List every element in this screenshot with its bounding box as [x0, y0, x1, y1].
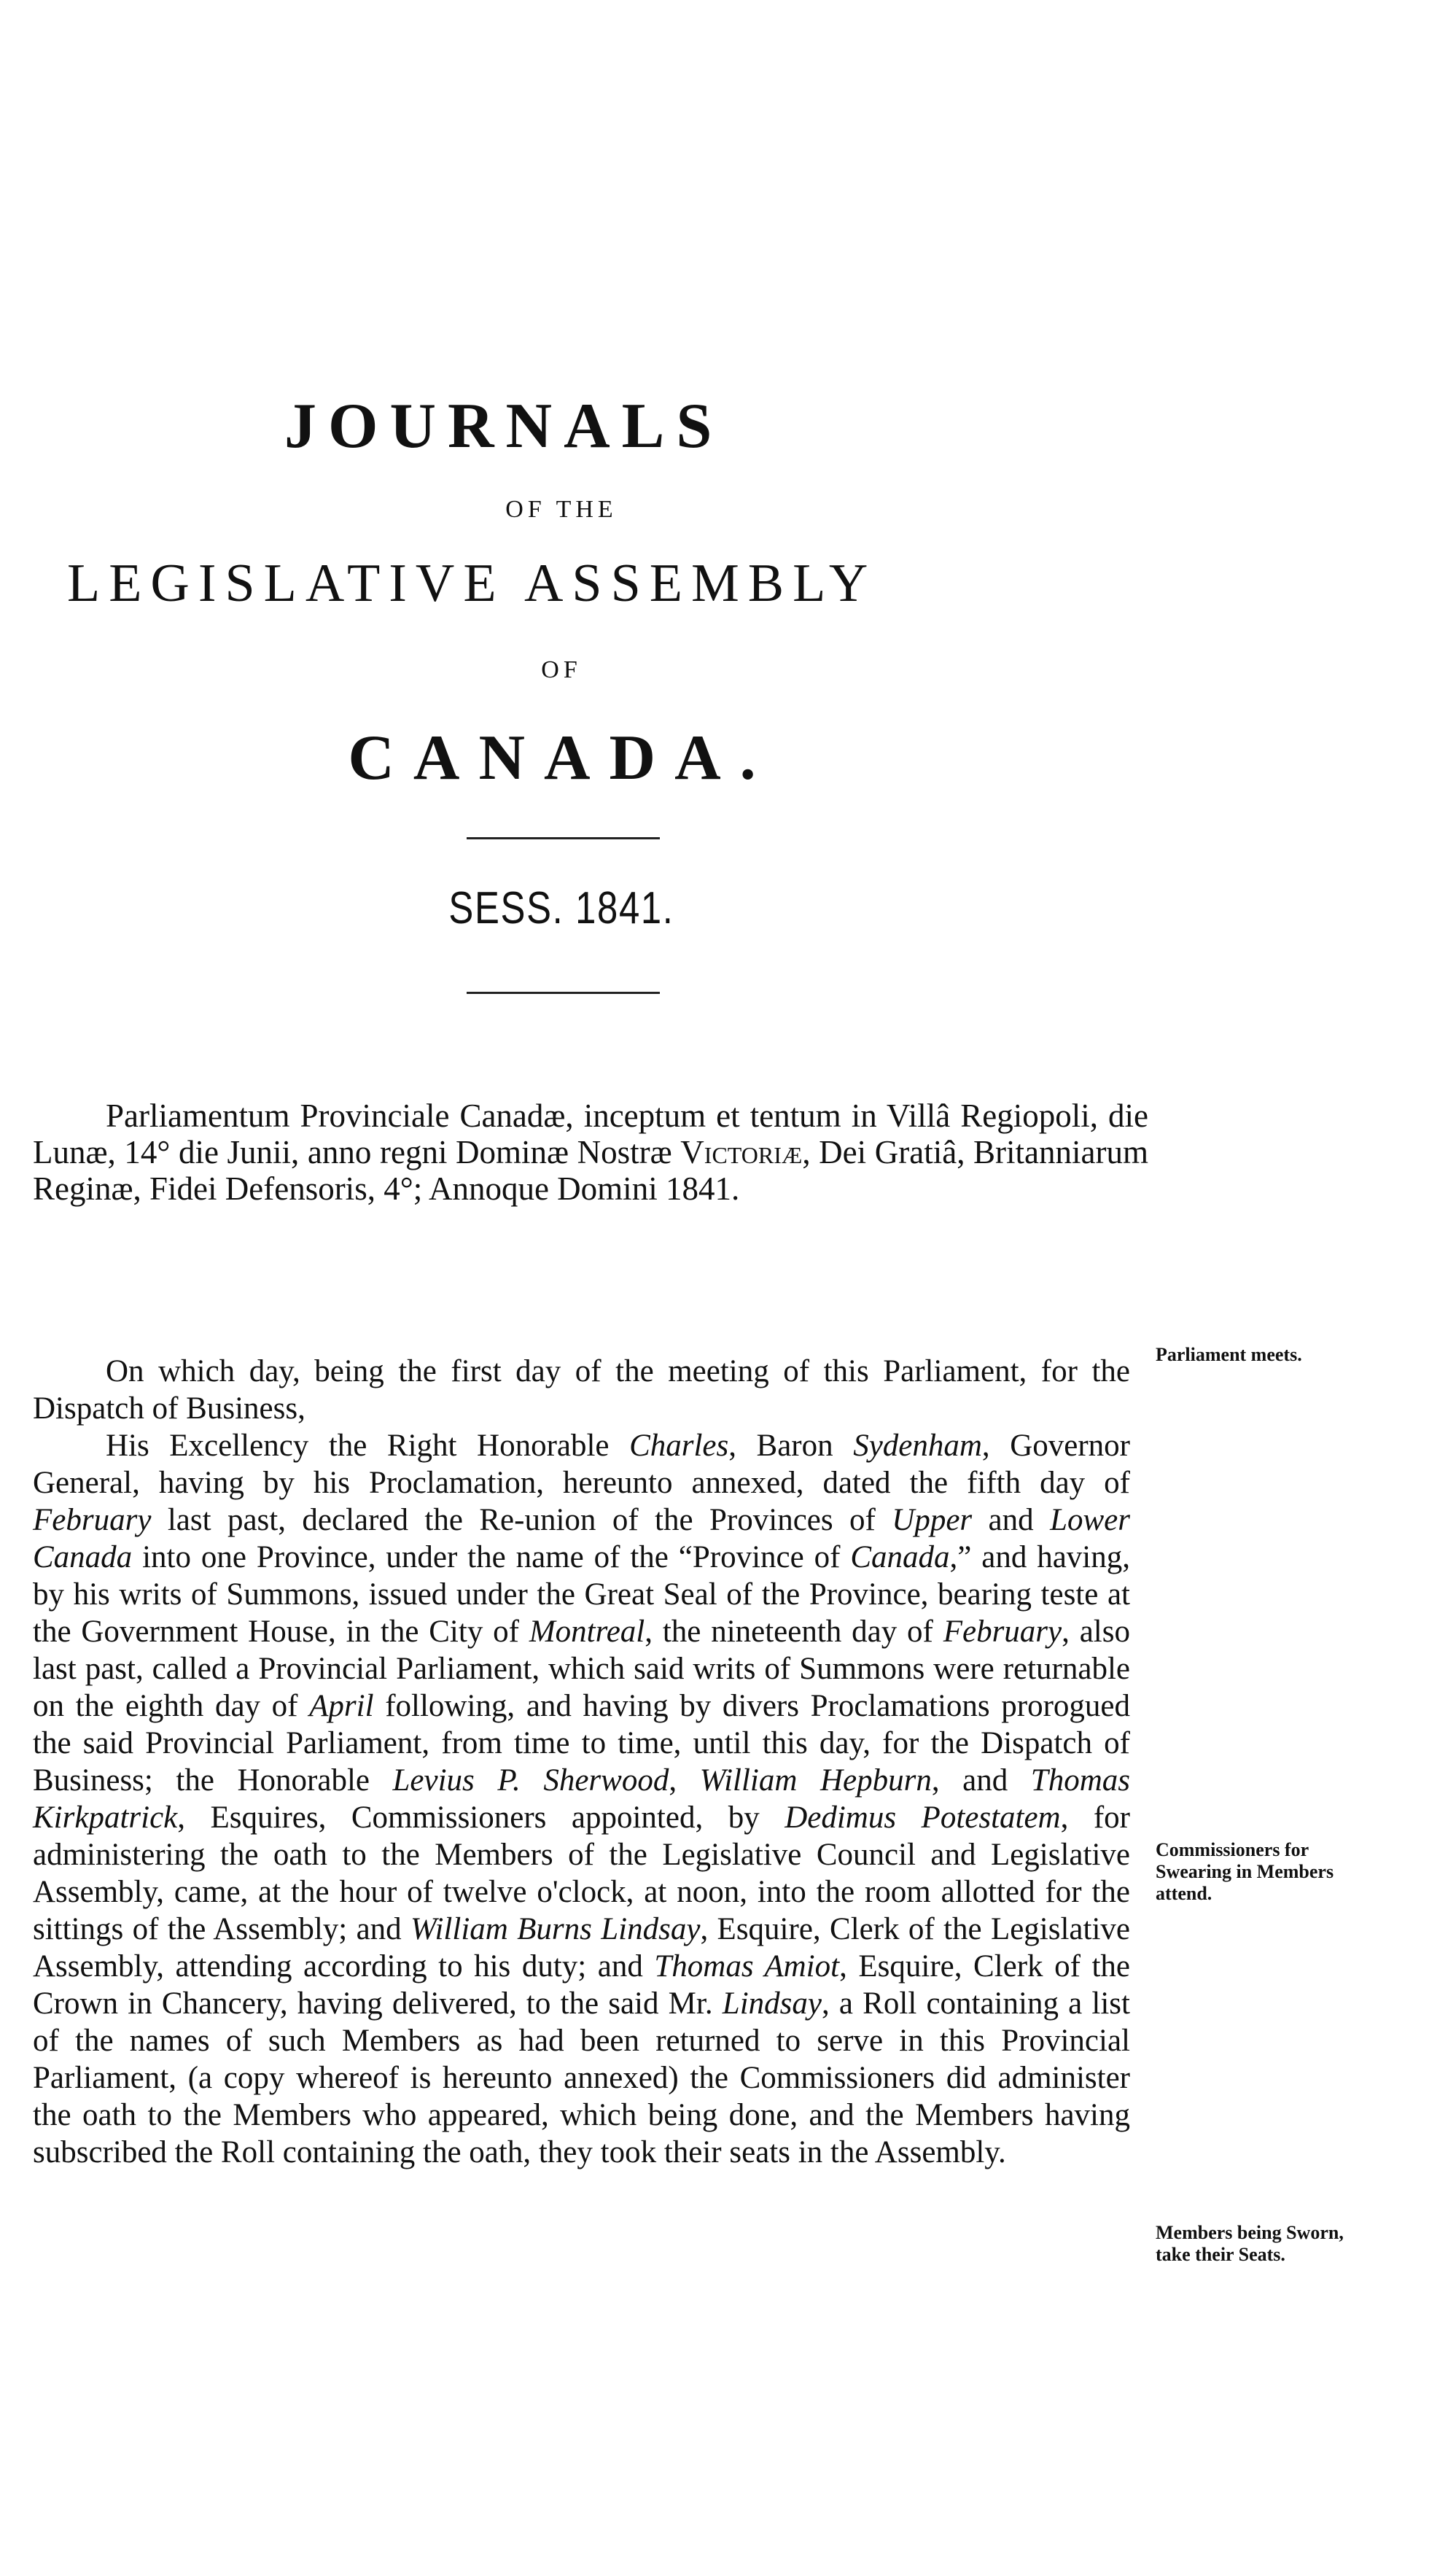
italic-name-run: Sydenham [853, 1429, 982, 1463]
journal-body [33, 1353, 1130, 2171]
latin-text-part-2: , Dei Gratiâ, Britanniarum Reginæ, Fidei Defensoris, 4°; Annoque Domini 1841. [33, 1134, 1148, 1207]
italic-name-run: Montreal [529, 1615, 645, 1649]
title-journals: JOURNALS [284, 391, 724, 462]
title-legislative-assembly: LEGISLATIVE ASSEMBLY [67, 553, 877, 613]
latin-text-part-1: Parliamentum Provinciale Canadæ, inceptum et tentum in Villâ Regiopoli, die Lunæ, 14° die Junii, anno regni Dominæ Nostræ [33, 1098, 1148, 1170]
text-run: , Baron [728, 1429, 854, 1463]
text-run: following, and having by divers Proclamations prorogued the said Provincial Parliament, from time to time, until this day, for the Dispatch of Business; the Honorable [33, 1689, 1130, 1798]
italic-name-run: Charles [629, 1429, 729, 1463]
italic-name-run: Dedimus Potestatem [785, 1800, 1061, 1835]
text-run: and [972, 1503, 1051, 1537]
italic-name-run: Levius P. Sherwood [392, 1763, 669, 1798]
title-of: OF [541, 656, 582, 683]
italic-name-run: Lindsay [722, 1986, 822, 2021]
italic-name-run: February [943, 1615, 1062, 1649]
divider-rule-bottom [467, 992, 660, 994]
sidenote-members-sworn: Members being Sworn, take their Seats. [1156, 2222, 1344, 2265]
divider-rule-top [467, 837, 660, 839]
text-run: , and [931, 1763, 1031, 1798]
text-run: into one Province, under the name of the “Province of [132, 1540, 851, 1574]
italic-name-run: Upper [892, 1503, 973, 1537]
body-paragraph-2 [33, 1427, 1130, 2171]
italic-name-run: William Hepburn [699, 1763, 932, 1798]
text-run: , Governor General, having by his Proclamation, hereunto annexed, dated the fifth day of [33, 1429, 1130, 1500]
italic-name-run: February [33, 1503, 152, 1537]
text-run: , a Roll containing a list of the names of such Members as had been returned to serve in this Provincial Parliament, (a copy whereof is hereunto annexed) the Commissioners did administer the oath to the Members who appeared, which being done, and the Members having subscribed the Roll containing the oath, they took their seats in the Assembly. [33, 1986, 1130, 2169]
italic-name-run: April [309, 1689, 374, 1723]
italic-name-run: William Burns Lindsay [410, 1912, 701, 1946]
text-run: , Esquires, Commissioners appointed, by [177, 1800, 785, 1835]
text-run: , for administering the oath to the Members of the Legislative Council and Legislative Assembly, came, at the hour of twelve o'clock, at noon, into the room allotted for the sittings of the Assembly; and [33, 1800, 1131, 1946]
sidenote-commissioners: Commissioners for Swearing in Members attend. [1156, 1839, 1334, 1904]
latin-victoriae: Victoriæ [680, 1134, 803, 1170]
text-run: ,” and having, by his writs of Summons, issued under the Great Seal of the Province, bearing teste at the Government House, in the City of [33, 1540, 1130, 1649]
italic-name-run: Canada [850, 1540, 950, 1574]
text-run: His Excellency the Right Honorable [106, 1429, 630, 1463]
title-of-the: OF THE [505, 496, 618, 523]
sidenote-parliament-meets: Parliament meets. [1156, 1344, 1302, 1365]
latin-preamble [33, 1098, 1148, 1207]
body-paragraph-1: On which day, being the first day of the meeting of this Parliament, for the Dispatch of Business, [33, 1354, 1130, 1426]
italic-name-run: Thomas Kirkpatrick [33, 1763, 1130, 1835]
italic-name-run: Lower Canada [33, 1503, 1130, 1574]
text-run: last past, declared the Re-union of the Provinces of [151, 1503, 892, 1537]
italic-name-run: Thomas Amiot [654, 1949, 840, 1984]
text-run: , the nineteenth day of [645, 1615, 943, 1649]
session-heading: SESS. 1841. [448, 883, 674, 933]
text-run: , also last past, called a Provincial Parliament, which said writs of Summons were returnable on the eighth day of [33, 1615, 1130, 1723]
text-run: , Esquire, Clerk of the Legislative Assembly, attending according to his duty; and [33, 1912, 1130, 1984]
text-run: , Esquire, Clerk of the Crown in Chancery, having delivered, to the said Mr. [33, 1949, 1130, 2021]
text-run: , [669, 1763, 700, 1798]
title-canada: CANADA. [348, 723, 775, 793]
